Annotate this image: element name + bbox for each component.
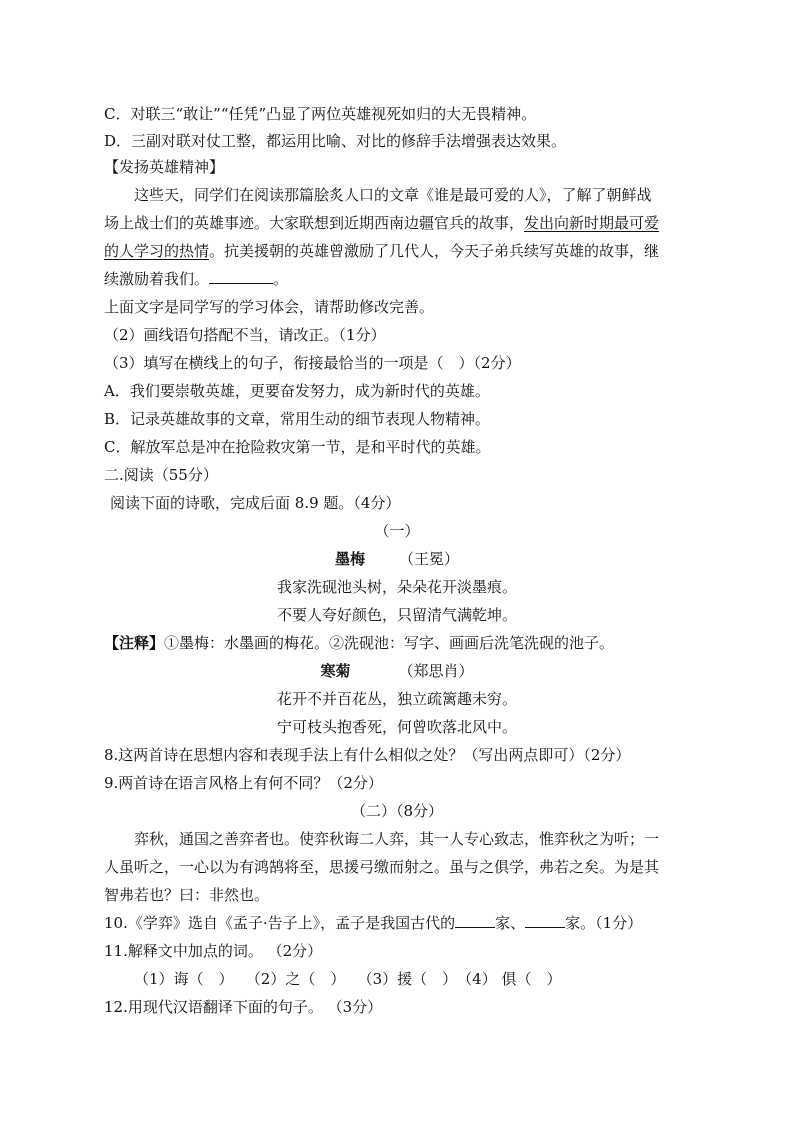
poem-2-title: 寒菊 bbox=[320, 662, 351, 680]
passage-line-3: 智弗若也？曰：非然也。 bbox=[104, 886, 270, 904]
annotation bbox=[104, 633, 694, 653]
question-12: 12.用现代汉语翻译下面的句子。 （3分） bbox=[104, 998, 383, 1016]
paragraph-line-3 bbox=[104, 241, 694, 261]
question-3: （3）填写在横线上的句子，衔接最恰当的一项是（ ）（2分） bbox=[104, 354, 521, 372]
poem-1-title: 墨梅 bbox=[334, 550, 365, 568]
paragraph-line-2-text: 场上战士们的英雄事迹。大家联想到近期西南边疆官兵的故事， bbox=[104, 214, 525, 232]
annotation-text: ①墨梅：水墨画的梅花。②洗砚池：写字、画画后洗笔洗砚的池子。 bbox=[164, 634, 615, 652]
paragraph-line-3-text: 。抗美援朝的英雄曾激励了几代人，今天子弟兵续写英雄的故事，继 bbox=[209, 242, 660, 260]
question-10 bbox=[104, 913, 694, 933]
question-9: 9.两首诗在语言风格上有何不同？（2分） bbox=[104, 774, 383, 792]
underlined-sentence-part2: 的人学习的热情 bbox=[104, 242, 210, 260]
paragraph-line-4 bbox=[104, 269, 694, 289]
question-3-option-a: A．我们要崇敬英雄，更要奋发努力，成为新时代的英雄。 bbox=[104, 382, 490, 400]
question-3-option-b: B．记录英雄故事的文章，常用生动的细节表现人物精神。 bbox=[104, 410, 491, 428]
poem-2-line-1: 花开不并百花丛，独立疏篱趣未穷。 bbox=[276, 690, 517, 708]
poem-1-heading bbox=[0, 549, 794, 569]
question-2: （2）画线语句搭配不当，请改正。（1分） bbox=[104, 326, 386, 344]
question-10-blank-2[interactable] bbox=[525, 913, 565, 928]
paragraph-line-2 bbox=[104, 213, 694, 233]
fill-blank-line[interactable] bbox=[209, 269, 273, 284]
question-10-mid: 家、 bbox=[495, 914, 526, 932]
reading-intro: 阅读下面的诗歌，完成后面 8.9 题。（4分） bbox=[110, 494, 401, 512]
section-2-heading: 二.阅读（55分） bbox=[104, 466, 218, 484]
paragraph-line-4-text: 续激励着我们。 bbox=[104, 270, 210, 288]
part-2-label: （二）（8分） bbox=[350, 802, 444, 820]
poem-1-line-1: 我家洗砚池头树，朵朵花开淡墨痕。 bbox=[276, 578, 517, 596]
poem-1-author: （王冕） bbox=[399, 550, 460, 568]
part-1-label: （一） bbox=[374, 522, 420, 540]
question-10-end: 家。（1分） bbox=[565, 914, 643, 932]
poem-2-heading bbox=[0, 661, 794, 681]
poem-1-line-2: 不要人夸好颜色，只留清气满乾坤。 bbox=[276, 606, 517, 624]
annotation-label: 【注释】 bbox=[104, 634, 165, 652]
passage-line-2: 人虽听之，一心以为有鸿鹄将至，思援弓缴而射之。虽与之俱学，弗若之矣。为是其 bbox=[104, 858, 660, 876]
question-11: 11.解释文中加点的词。 （2分） bbox=[104, 942, 323, 960]
paragraph-line-4-end: 。 bbox=[273, 270, 289, 288]
option-c-couplet: C．对联三“敢让”“任凭”凸显了两位英雄视死如归的大无畏精神。 bbox=[104, 105, 537, 123]
question-10-text: 10.《学弈》选自《孟子·告子上》，孟子是我国古代的 bbox=[104, 914, 456, 932]
poem-2-author: （郑思肖） bbox=[398, 662, 474, 680]
question-8: 8.这两首诗在思想内容和表现手法上有什么相似之处？（写出两点即可）（2分） bbox=[104, 746, 631, 764]
option-d-couplet: D．三副对联对仗工整，都运用比喻、对比的修辞手法增强表达效果。 bbox=[104, 132, 567, 150]
question-10-blank-1[interactable] bbox=[455, 913, 495, 928]
underlined-sentence-part1: 发出向新时期最可爱 bbox=[524, 214, 660, 232]
poem-2-line-2: 宁可枝头抱香死，何曾吹落北风中。 bbox=[276, 718, 517, 736]
question-11-items: （1）诲（ ） （2）之（ ） （3）援（ ） （4） 俱（ ） bbox=[134, 970, 562, 988]
instruction-text: 上面文字是同学写的学习体会，请帮助修改完善。 bbox=[104, 298, 435, 316]
passage-line-1: 弈秋，通国之善弈者也。使弈秋诲二人弈，其一人专心致志，惟弈秋之为听；一 bbox=[134, 830, 660, 848]
paragraph-line-1: 这些天，同学们在阅读那篇脍炙人口的文章《谁是最可爱的人》，了解了朝鲜战 bbox=[134, 186, 652, 204]
section-heading-spirit: 【发扬英雄精神】 bbox=[104, 158, 225, 176]
question-3-option-c: C．解放军总是冲在抢险救灾第一节，是和平时代的英雄。 bbox=[104, 438, 491, 456]
